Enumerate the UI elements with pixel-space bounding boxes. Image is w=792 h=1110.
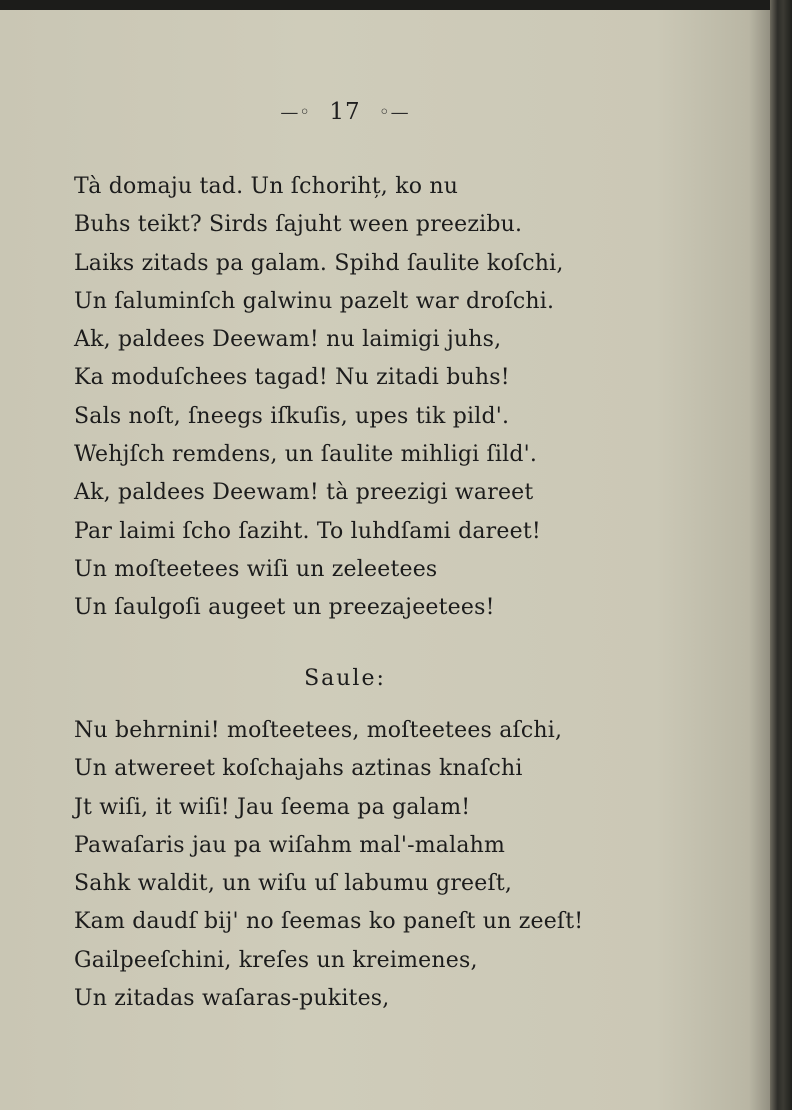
poem-line: Wehjſch remdens, un ſaulite mihligi ſild'. bbox=[74, 442, 538, 468]
poem-stanza-1 bbox=[74, 168, 634, 628]
ornament-left: —◦ bbox=[280, 101, 312, 123]
poem-line: Tà domaju tad. Un ſchorihț, ko nu bbox=[74, 174, 459, 199]
poem-line: Sals noſt, ſneegs iſkuſis, upes tik pild'. bbox=[74, 403, 510, 429]
poem-line: Kam daudſ bij' no ſeemas ko paneſt un zeeſt! bbox=[74, 909, 584, 935]
poem-line: Ka moduſchees tagad! Nu zitadi buhs! bbox=[74, 365, 510, 391]
poem-line: Un ſaluminſch galwinu pazelt war droſchi. bbox=[74, 288, 555, 314]
poem-line: Un atwereet koſchajahs aztinas knaſchi bbox=[74, 756, 523, 782]
poem-line: Jt wiſi, it wiſi! Jau ſeema pa galam! bbox=[74, 794, 471, 820]
page-number: 17 bbox=[329, 99, 361, 125]
poem-line: Laiks zitads pa galam. Spihd ſaulite koſchi, bbox=[74, 250, 564, 276]
poem-line: Nu behrnini! moſteetees, moſteetees aſchi, bbox=[74, 718, 563, 743]
book-page bbox=[0, 10, 772, 1110]
poem-line: Un zitadas waſaras-pukites, bbox=[74, 986, 390, 1012]
poem-stanza-2 bbox=[74, 712, 634, 1018]
page-top-edge bbox=[0, 0, 792, 10]
poem-line: Pawaſaris jau pa wiſahm mal'-malahm bbox=[74, 832, 506, 858]
poem-line: Ak, paldees Deewam! tà preezigi wareet bbox=[74, 480, 534, 506]
poem-line: Sahk waldit, un wiſu uſ labumu greeſt, bbox=[74, 871, 513, 897]
page-header bbox=[0, 98, 690, 125]
speaker-heading: Saule: bbox=[304, 666, 386, 691]
ornament-right: ◦— bbox=[378, 101, 410, 123]
poem-line: Un moſteetees wiſi un zeleetees bbox=[74, 556, 438, 582]
poem-line: Un ſaulgoſi augeet un preezajeetees! bbox=[74, 595, 495, 621]
poem-line: Par laimi ſcho ſaziht. To luhdſami dareet! bbox=[74, 518, 541, 544]
book-spine-edge bbox=[770, 0, 792, 1110]
poem-line: Buhs teikt? Sirds ſajuht ween preezibu. bbox=[74, 212, 523, 238]
poem-line: Ak, paldees Deewam! nu laimigi juhs, bbox=[74, 327, 502, 353]
poem-line: Gailpeeſchini, kreſes un kreimenes, bbox=[74, 947, 478, 973]
